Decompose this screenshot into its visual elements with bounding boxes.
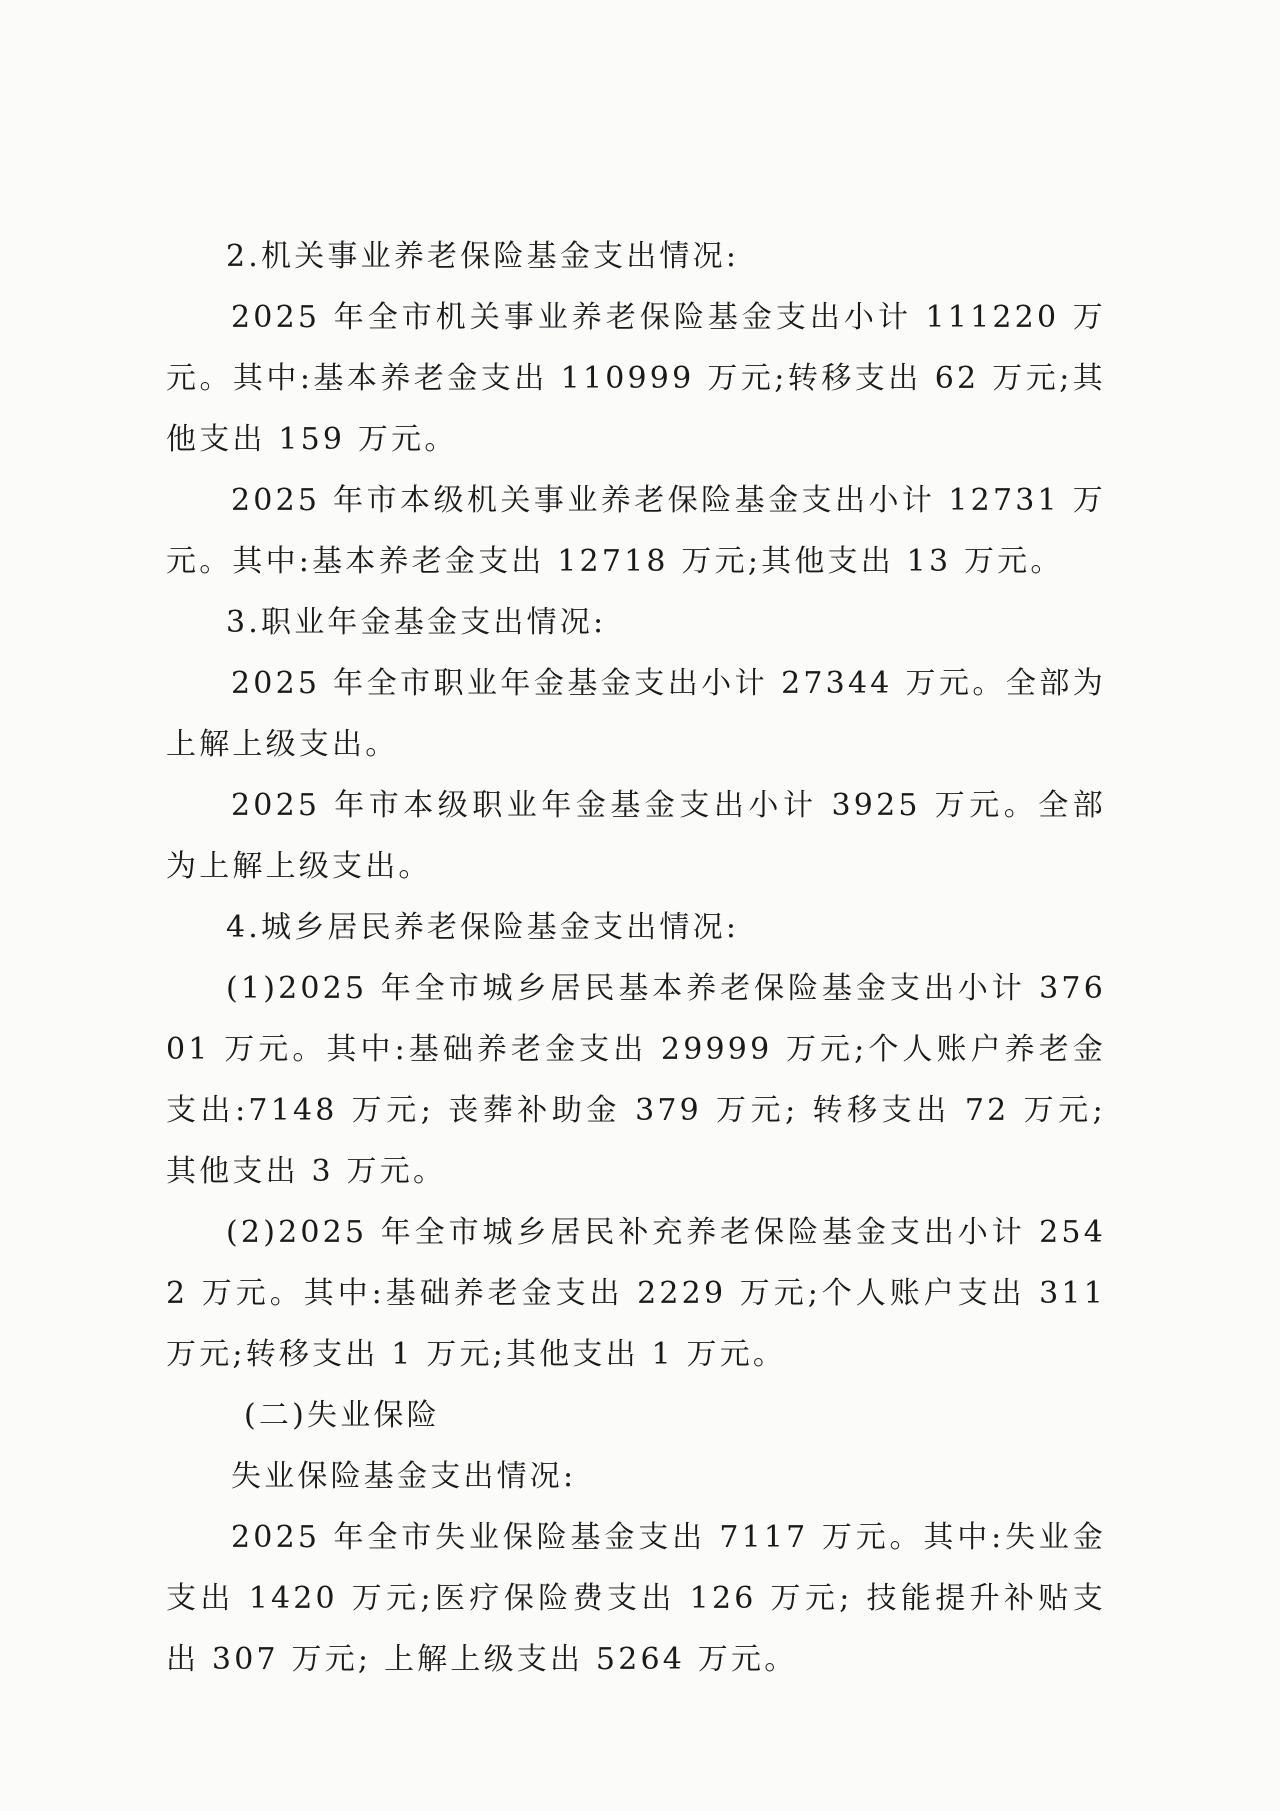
section-heading-pension-institution: 2.机关事业养老保险基金支出情况: bbox=[226, 239, 740, 274]
paragraph-resident-supplementary-pension: (2)2025 年全市城乡居民补充养老保险基金支出小计 2542 万元。其中:基础养老金支出 2229 万元;个人账户支出 311 万元;转移支出 1 万元;其他支出 1 万元。 bbox=[166, 1215, 1106, 1372]
paragraph-city-occupational-annuity: 2025 年全市职业年金基金支出小计 27344 万元。全部为上解上级支出。 bbox=[166, 666, 1106, 762]
section-heading-resident-pension: 4.城乡居民养老保险基金支出情况: bbox=[226, 910, 740, 945]
section-heading-unemployment-insurance: (二)失业保险 bbox=[244, 1398, 440, 1433]
section-heading-occupational-annuity: 3.职业年金基金支出情况: bbox=[226, 605, 607, 640]
paragraph-resident-basic-pension: (1)2025 年全市城乡居民基本养老保险基金支出小计 37601 万元。其中:基础养老金支出 29999 万元;个人账户养老金支出:7148 万元; 丧葬补助金 379 万元; 转移支出 72 万元;其他支出 3 万元。 bbox=[166, 971, 1106, 1189]
paragraph-city-institution-pension: 2025 年全市机关事业养老保险基金支出小计 111220 万元。其中:基本养老金支出 110999 万元;转移支出 62 万元;其他支出 159 万元。 bbox=[166, 300, 1106, 457]
document-body bbox=[166, 226, 1106, 1690]
paragraph-municipal-institution-pension: 2025 年市本级机关事业养老保险基金支出小计 12731 万元。其中:基本养老金支出 12718 万元;其他支出 13 万元。 bbox=[166, 483, 1106, 579]
paragraph-unemployment-fund-expenditure: 2025 年全市失业保险基金支出 7117 万元。其中:失业金支出 1420 万元;医疗保险费支出 126 万元; 技能提升补贴支出 307 万元; 上解上级支出 5264 万元。 bbox=[166, 1520, 1106, 1677]
subheading-unemployment-fund-expenditure: 失业保险基金支出情况: bbox=[231, 1459, 577, 1494]
paragraph-municipal-occupational-annuity: 2025 年市本级职业年金基金支出小计 3925 万元。全部为上解上级支出。 bbox=[166, 788, 1106, 884]
